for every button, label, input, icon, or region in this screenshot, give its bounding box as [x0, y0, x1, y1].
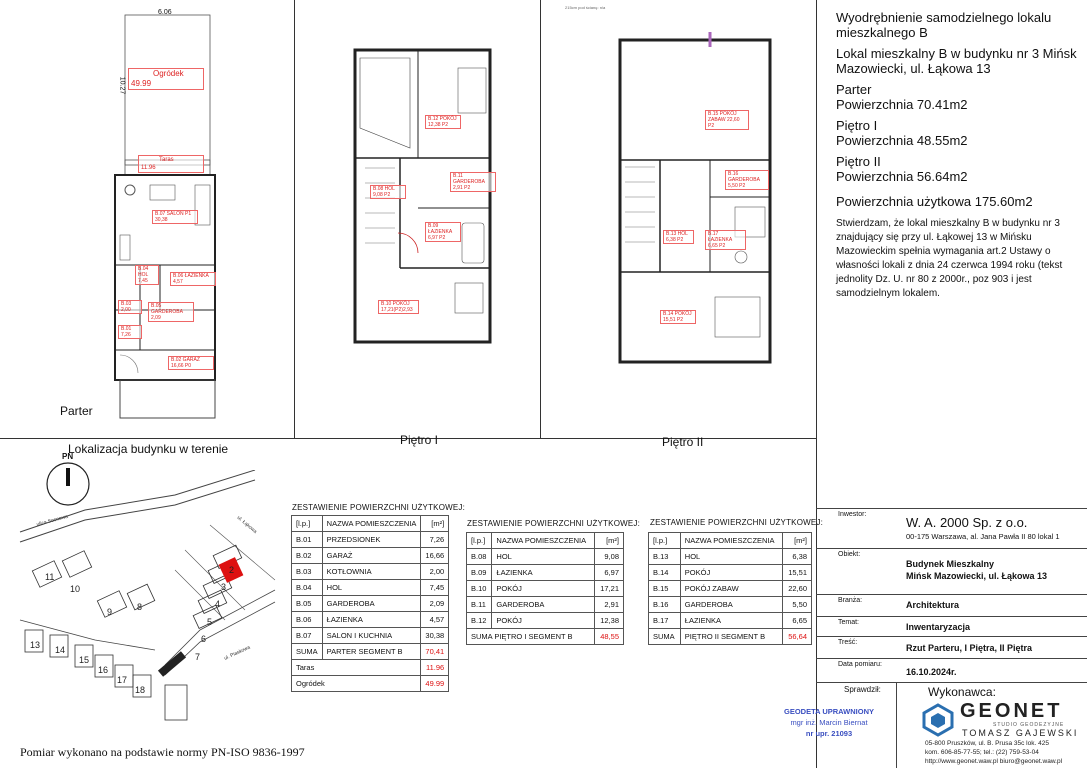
- stamp-line1: GEODETA UPRAWNIONY: [783, 707, 874, 716]
- sum-label: SUMA PIĘTRO I SEGMENT B: [467, 629, 595, 645]
- sprawdzil-key: Sprawdził:: [844, 685, 881, 694]
- table-header-row: [649, 533, 812, 549]
- room-tag-b05: B.05 GARDEROBA 2,09: [148, 302, 194, 322]
- table-p1: [466, 532, 624, 645]
- total-area: Powierzchnia użytkowa 175.60m2: [836, 194, 1033, 209]
- geonet-logo-icon: [922, 703, 954, 737]
- map-bldg-8: 8: [137, 602, 143, 612]
- cell-lp: B.08: [467, 549, 492, 565]
- info-data: [816, 658, 1087, 683]
- table-p2: [648, 532, 812, 645]
- info-temat: [816, 616, 1087, 637]
- obiekt-key: Obiekt:: [838, 551, 861, 558]
- header-lp: [l.p.]: [467, 533, 492, 549]
- cell-area: 15,51: [783, 565, 812, 581]
- room-tag-b01: B.01 7,26: [118, 325, 142, 339]
- data-key: Data pomiaru:: [838, 661, 882, 668]
- room-tag-b14: B.14 POKÓJ 15,51 P2: [660, 310, 696, 324]
- table-sum-row: [467, 629, 624, 645]
- cell-lp: B.06: [292, 612, 323, 628]
- table-row: [292, 580, 449, 596]
- room-tag-b15: B.15 POKÓJ ZABAW 22,60 P2: [705, 110, 749, 130]
- map-bldg-5: 5: [207, 617, 213, 627]
- map-bldg-10: 10: [70, 584, 81, 594]
- p2-summary: [836, 154, 1081, 184]
- map-street-3: ul. Piaskowa: [223, 644, 252, 662]
- table-taras-row: [292, 660, 449, 676]
- cell-lp: B.10: [467, 581, 492, 597]
- branza-key: Branża:: [838, 597, 863, 604]
- table-row: [467, 597, 624, 613]
- cell-lp: B.05: [292, 596, 323, 612]
- geonet-name: GEONET: [960, 700, 1063, 722]
- taras-area: 11.96: [141, 165, 156, 171]
- cell-area: 22,60: [783, 581, 812, 597]
- map-bldg-14: 14: [55, 645, 66, 655]
- temat-value: Inwentaryzacja: [906, 622, 971, 632]
- cell-area: 17,21: [595, 581, 624, 597]
- table-header-row: [467, 533, 624, 549]
- heading: Wyodrębnienie samodzielnego lokalu mieszkalnego B: [836, 10, 1052, 40]
- header-area: [m²]: [595, 533, 624, 549]
- cell-area: 12,38: [595, 613, 624, 629]
- cell-name: GARDEROBA: [492, 597, 595, 613]
- cell-lp: B.14: [649, 565, 681, 581]
- location-map: [15, 470, 280, 732]
- cell-name: PRZEDSIONEK: [322, 532, 421, 548]
- cell-name: HOL: [680, 549, 782, 565]
- cell-name: KOTŁOWNIA: [322, 564, 421, 580]
- geonet-addr3: http://www.geonet.waw.pl biuro@geonet.waw.pl: [925, 758, 1063, 765]
- cell-area: 2,09: [421, 596, 449, 612]
- cell-name: POKÓJ ZABAW: [680, 581, 782, 597]
- cell-lp: B.09: [467, 565, 492, 581]
- cell-lp: B.07: [292, 628, 323, 644]
- sum-value: 56,64: [783, 629, 812, 645]
- footer-note: Pomiar wykonano na podstawie normy PN-ISO 9836-1997: [20, 745, 305, 759]
- cell-lp: B.15: [649, 581, 681, 597]
- p1-summary-l2: Powierzchnia 48.55m2: [836, 133, 968, 148]
- parter-side-dim: 10.27: [118, 76, 126, 95]
- cell-area: 6,65: [783, 613, 812, 629]
- obiekt-line2: Mińsk Mazowiecki, ul. Łąkowa 13: [906, 571, 1048, 581]
- room-tag-b06: B.06 ŁAZIENKA 4,57: [170, 272, 216, 286]
- parter-view-label: Parter: [60, 404, 93, 418]
- room-tag-b07: B.07 SALON P1 30,38: [152, 210, 198, 224]
- room-tag-b09: B.09 ŁAZIENKA 6,97 P2: [425, 222, 461, 242]
- table-row: [467, 613, 624, 629]
- info-obiekt: [816, 548, 1087, 595]
- cell-name: ŁAZIENKA: [680, 613, 782, 629]
- tresc-key: Treść:: [838, 639, 858, 646]
- table-p1-title: ZESTAWIENIE POWIERZCHNI UŻYTKOWEJ:: [467, 519, 641, 528]
- cell-area: 4,57: [421, 612, 449, 628]
- cell-name: SALON I KUCHNIA: [322, 628, 421, 644]
- room-tag-b13: B.13 HOL 6,38 P2: [663, 230, 694, 244]
- info-divider: [896, 682, 897, 768]
- header-lp: [l.p.]: [292, 516, 323, 532]
- room-tag-b16: B.16 GARDEROBA 5,50 P2: [725, 170, 769, 190]
- cell-area: 2,91: [595, 597, 624, 613]
- map-bldg-2: 2: [229, 565, 235, 575]
- geonet-sub: STUDIO GEODEZYJNE: [993, 722, 1065, 728]
- table-row: [292, 628, 449, 644]
- p2-summary-l2: Powierzchnia 56.64m2: [836, 169, 968, 184]
- map-bldg-17: 17: [117, 675, 128, 685]
- data-value: 16.10.2024r.: [906, 667, 957, 677]
- sum-left: SUMA: [649, 629, 681, 645]
- map-bldg-15: 15: [79, 655, 90, 665]
- parter-top-dim: 6.06: [158, 9, 172, 16]
- title-block: [836, 10, 1081, 307]
- cell-lp: B.17: [649, 613, 681, 629]
- table-ogrodek-row: [292, 676, 449, 692]
- map-street-2: ul. Łąkowa: [235, 514, 258, 535]
- north-label: PN: [62, 452, 74, 461]
- header-lp: [l.p.]: [649, 533, 681, 549]
- frame-divider-2: [540, 0, 541, 438]
- table-row: [467, 581, 624, 597]
- cell-name: ŁAZIENKA: [322, 612, 421, 628]
- room-tag-b08: B.08 HOL 9,08 P2: [370, 185, 406, 199]
- cell-name: POKÓJ: [492, 581, 595, 597]
- map-bldg-13: 13: [30, 640, 41, 650]
- map-bldg-11: 11: [45, 572, 55, 582]
- map-bldg-4: 4: [215, 599, 221, 609]
- table-row: [467, 565, 624, 581]
- cell-name: POKÓJ: [680, 565, 782, 581]
- cell-lp: B.03: [292, 564, 323, 580]
- ogrodek-tag: [128, 68, 204, 90]
- cell-name: GARAŻ: [322, 548, 421, 564]
- stamp-line3: nr upr. 21093: [805, 729, 853, 738]
- table-row: [292, 596, 449, 612]
- header-area: [m²]: [783, 533, 812, 549]
- certification-text: Stwierdzam, że lokal mieszkalny B w budynku nr 3 znajdujący się przy ul. Łąkowej 13 w Mińsku Mazowieckim spełnia wymagania art.2 Ustawy o własności lokali z dnia 24 czerwca 1994 roku (tekst jednolity Dz. U. nr 80 z 2000r., poz 903 i jest samodzielnym lokalem.: [836, 218, 1063, 299]
- map-bldg-3: 3: [221, 582, 227, 592]
- map-bldg-18: 18: [135, 685, 146, 695]
- ogrodek-area: 49.99: [131, 79, 152, 88]
- table-row: [649, 549, 812, 565]
- table-sum-row: [649, 629, 812, 645]
- sum-label: PIĘTRO II SEGMENT B: [680, 629, 782, 645]
- cell-name: GARDEROBA: [680, 597, 782, 613]
- table-header-row: [292, 516, 449, 532]
- table-row: [649, 597, 812, 613]
- table-row: [467, 549, 624, 565]
- map-street-1: ulica Sosnowa: [35, 513, 69, 528]
- info-branza: [816, 594, 1087, 617]
- cell-area: 6,38: [783, 549, 812, 565]
- location-title: Lokalizacja budynku w terenie: [68, 442, 229, 456]
- header-area: [m²]: [421, 516, 449, 532]
- sum-value: 70,41: [421, 644, 449, 660]
- cell-area: 2,00: [421, 564, 449, 580]
- room-tag-b03: B.03 2,00: [118, 300, 142, 314]
- header-name: NAZWA POMIESZCZENIA: [492, 533, 595, 549]
- cell-name: GARDEROBA: [322, 596, 421, 612]
- p1-summary: [836, 118, 1081, 148]
- cell-area: 30,38: [421, 628, 449, 644]
- table-parter: [291, 515, 449, 692]
- taras-value: 11.96: [421, 660, 449, 676]
- map-bldg-9: 9: [107, 607, 113, 617]
- frame-divider-1: [294, 0, 295, 438]
- inwestor-addr: 00-175 Warszawa, al. Jana Pawła II 80 lokal 1: [906, 532, 1060, 541]
- pietro2-view-label: Piętro II: [662, 435, 704, 449]
- room-tag-b11: B.11 GARDEROBA 2,91 P2: [450, 172, 496, 192]
- cell-area: 9,08: [595, 549, 624, 565]
- taras-name: Taras: [159, 157, 174, 163]
- ogrodek-label: Ogródek: [292, 676, 421, 692]
- branza-value: Architektura: [906, 600, 960, 610]
- taras-tag: [138, 155, 204, 173]
- table-p2-title: ZESTAWIENIE POWIERZCHNI UŻYTKOWEJ:: [650, 518, 824, 527]
- table-parter-title: ZESTAWIENIE POWIERZCHNI UŻYTKOWEJ:: [292, 503, 466, 512]
- table-row: [649, 613, 812, 629]
- header-name: NAZWA POMIESZCZENIA: [680, 533, 782, 549]
- temat-key: Temat:: [838, 619, 860, 626]
- cell-name: HOL: [492, 549, 595, 565]
- cell-name: POKÓJ: [492, 613, 595, 629]
- sum-value: 48,55: [595, 629, 624, 645]
- table-row: [649, 565, 812, 581]
- table-row: [649, 581, 812, 597]
- header-name: NAZWA POMIESZCZENIA: [322, 516, 421, 532]
- parter-summary: [836, 82, 1081, 112]
- room-tag-b02: B.02 GARAŻ 16,66 P0: [168, 356, 214, 370]
- cell-lp: B.16: [649, 597, 681, 613]
- inwestor-key: Inwestor:: [838, 511, 867, 518]
- sum-label: PARTER SEGMENT B: [322, 644, 421, 660]
- pietro1-view-label: Piętro I: [400, 433, 439, 447]
- geonet-addr1: 05-800 Pruszków, ul. B. Prusa 35c lok. 425: [925, 740, 1049, 747]
- p2-top-note: 215cm pod ścianę: n/a: [565, 5, 606, 10]
- cell-lp: B.02: [292, 548, 323, 564]
- room-tag-b10: B.10 POKÓJ 17,21(P2)2,93: [378, 300, 419, 314]
- info-tresc: [816, 636, 1087, 659]
- ogrodek-value: 49.99: [421, 676, 449, 692]
- cell-lp: B.13: [649, 549, 681, 565]
- cell-area: 6,97: [595, 565, 624, 581]
- room-tag-b17: B.17 ŁAZIENKA 6,65 P2: [705, 230, 746, 250]
- table-row: [292, 612, 449, 628]
- geonet-person: TOMASZ GAJEWSKI: [962, 728, 1079, 738]
- cell-area: 5,50: [783, 597, 812, 613]
- cell-area: 7,45: [421, 580, 449, 596]
- room-tag-b12: B.12 POKÓJ 12,38 P2: [425, 115, 461, 129]
- cell-lp: B.04: [292, 580, 323, 596]
- cell-area: 16,66: [421, 548, 449, 564]
- map-bldg-7: 7: [195, 652, 201, 662]
- taras-label: Taras: [292, 660, 421, 676]
- cell-name: HOL: [322, 580, 421, 596]
- stamp-line2: mgr inż. Marcin Biernat: [790, 718, 868, 727]
- tresc-value: Rzut Parteru, I Piętra, II Piętra: [906, 643, 1033, 653]
- table-sum-row: [292, 644, 449, 660]
- table-row: [292, 532, 449, 548]
- room-tag-b04: B.04 HOL 7,45: [135, 265, 159, 285]
- cell-lp: B.11: [467, 597, 492, 613]
- cell-lp: B.12: [467, 613, 492, 629]
- cell-area: 7,26: [421, 532, 449, 548]
- map-bldg-6: 6: [201, 634, 207, 644]
- table-row: [292, 548, 449, 564]
- inwestor-name: W. A. 2000 Sp. z o.o.: [906, 515, 1028, 530]
- ogrodek-name: Ogródek: [153, 69, 184, 78]
- parter-summary-l2: Powierzchnia 70.41m2: [836, 97, 968, 112]
- sum-left: SUMA: [292, 644, 323, 660]
- p1-summary-l1: Piętro I: [836, 118, 878, 133]
- wykonawca-key: Wykonawca:: [928, 685, 996, 699]
- geonet-addr2: kom. 606-85-77-55; tel.: (22) 759-53-04: [925, 749, 1039, 756]
- obiekt-line1: Budynek Mieszkalny: [906, 559, 995, 569]
- parter-summary-l1: Parter: [836, 82, 872, 97]
- address: Lokal mieszkalny B w budynku nr 3 Mińsk Mazowiecki, ul. Łąkowa 13: [836, 46, 1077, 76]
- p2-summary-l1: Piętro II: [836, 154, 881, 169]
- table-row: [292, 564, 449, 580]
- cell-name: ŁAZIENKA: [492, 565, 595, 581]
- cell-lp: B.01: [292, 532, 323, 548]
- map-bldg-16: 16: [98, 665, 109, 675]
- info-inwestor: [816, 508, 1087, 549]
